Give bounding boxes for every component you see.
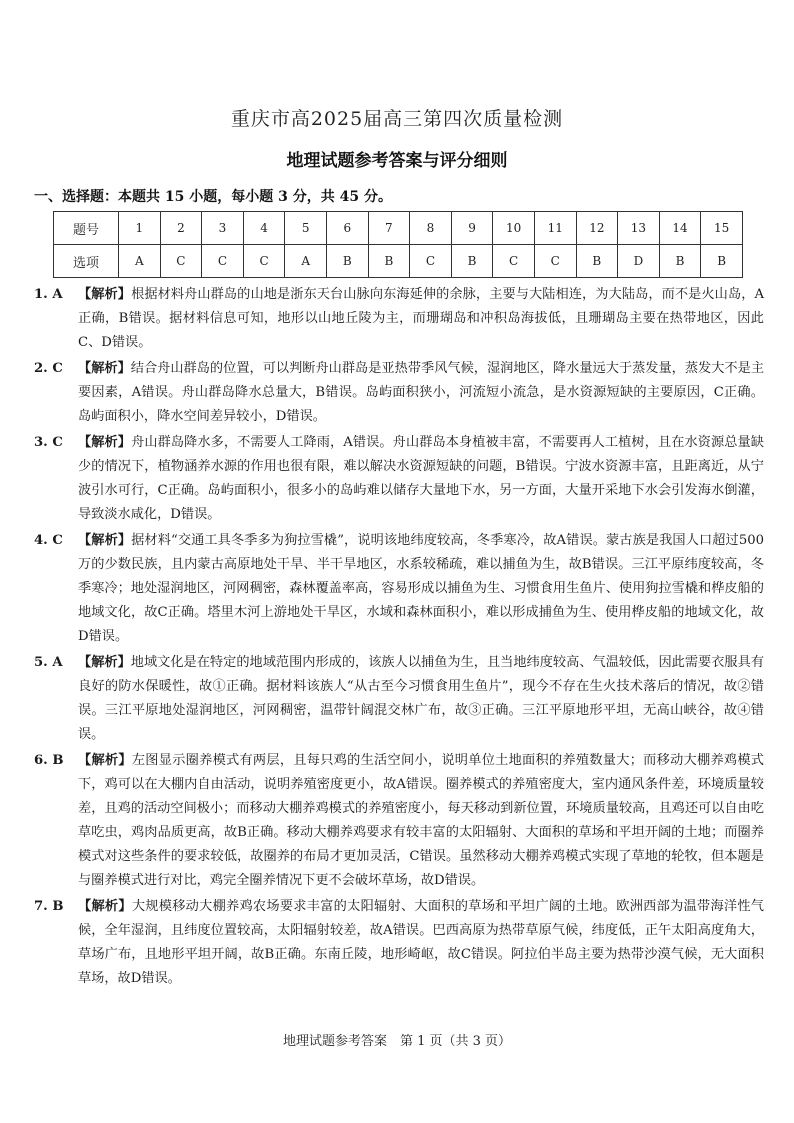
answer-item (34, 749, 764, 893)
analysis-text: 结合舟山群岛的位置，可以判断舟山群岛是亚热带季风气候，湿润地区，降水量远大于蒸发量，蒸发大不是主要因素，A错误。舟山群岛降水总量大，B错误。岛屿面积狭小，河流短小流急，是水资源短缺的主要原因，C正确。岛屿面积小，降水空间差异较小，D错误。 (78, 361, 765, 424)
answer-item (34, 895, 764, 991)
answer-item-body (78, 529, 764, 649)
analysis-tag: 【解析】 (78, 753, 132, 768)
question-number-cell: 8 (410, 212, 452, 245)
answer-item-body (78, 651, 764, 747)
document-title: 重庆市高2025届高三第四次质量检测 (230, 108, 564, 130)
analysis-tag: 【解析】 (78, 655, 131, 670)
analysis-tag: 【解析】 (78, 533, 132, 548)
answer-item-number: 2. C (34, 361, 63, 376)
answer-item-body (78, 283, 764, 355)
answer-choice-cell: C (410, 245, 452, 278)
answer-item (34, 529, 764, 649)
answer-choice-cell: B (368, 245, 410, 278)
question-number-cell: 5 (285, 212, 327, 245)
analysis-text: 左图显示圈养模式有两层，且每只鸡的生活空间小，说明单位土地面积的养殖数量大；而移动大棚养鸡模式下，鸡可以在大棚内自由活动，说明养殖密度更小，故A错误。圈养模式的养殖密度大，室内通风条件差，环境质量较差，且鸡的活动空间极小；而移动大棚养鸡模式的养殖密度小，每天移动到新位置，环境质量较高，且鸡还可以自由吃草吃虫，鸡肉品质更高，故B正确。移动大棚养鸡要求有较丰富的太阳辐射、大面积的草场和平坦开阔的土地；而圈养模式对这些条件的要求较低，故圈养的布局才更加灵活，C错误。虽然移动大棚养鸡模式实现了草地的轮牧，但本题是与圈养模式进行对比，鸡完全圈养情况下更不会破坏草场，故D错误。 (78, 753, 764, 888)
question-number-cell: 9 (451, 212, 493, 245)
question-number-cell: 3 (202, 212, 244, 245)
question-number-cell: 15 (701, 212, 743, 245)
answer-item-body (78, 357, 764, 429)
answer-item-number: 7. B (34, 899, 64, 914)
answer-choice-cell: B (326, 245, 368, 278)
answer-item-number: 6. B (34, 753, 64, 768)
analysis-text: 据材料“交通工具冬季多为狗拉雪橇”，说明该地纬度较高，冬季寒冷，故A错误。蒙古族是我国人口超过500万的少数民族，且内蒙古高原地处干旱、半干旱地区，水系较稀疏，难以捕鱼为生，故B错误。三江平原纬度较高，冬季寒冷；地处湿润地区，河网稠密，森林覆盖率高，容易形成以捕鱼为生、习惯食用生鱼片、使用狗拉雪橇和桦皮船的地域文化，故C正确。塔里木河上游地处干旱区，水域和森林面积小，难以形成捕鱼为生、使用桦皮船的地域文化，故D错误。 (78, 533, 764, 644)
question-number-cell: 6 (326, 212, 368, 245)
answer-item-number: 3. C (34, 435, 63, 450)
question-number-cell: 12 (576, 212, 618, 245)
question-number-cell: 11 (534, 212, 576, 245)
analysis-text: 舟山群岛降水多，不需要人工降雨，A错误。舟山群岛本身植被丰富，不需要再人工植树，且在水资源总量缺少的情况下，植物涵养水源的作用也很有限，难以解决水资源短缺的问题，B错误。宁波水资源丰富，且距离近，从宁波引水可行，C正确。岛屿面积小，很多小的岛屿难以储存大量地下水，另一方面，大量开采地下水会引发海水倒灌，导致淡水咸化，D错误。 (78, 435, 764, 522)
answer-choice-cell: B (451, 245, 493, 278)
question-number-cell: 10 (493, 212, 535, 245)
number-row-label: 题号 (54, 212, 119, 245)
analysis-text: 地域文化是在特定的地域范围内形成的，该族人以捕鱼为生，且当地纬度较高、气温较低，因此需要衣服具有良好的防水保暖性，故①正确。据材料该族人“从古至今习惯食用生鱼片”，现今不存在生火技术落后的情况，故②错误。三江平原地处湿润地区，河网稠密，温带针阔混交林广布，故③正确。三江平原地形平坦，无高山峡谷，故④错误。 (78, 655, 765, 742)
analysis-text: 根据材料舟山群岛的山地是浙东天台山脉向东海延伸的余脉，主要与大陆相连，为大陆岛，而不是火山岛，A正确，B错误。据材料信息可知，地形以山地丘陵为主，而珊瑚岛和冲积岛海拔低，且珊瑚岛主要在热带地区，因此C、D错误。 (78, 287, 764, 350)
answer-item (34, 283, 764, 355)
question-number-cell: 4 (243, 212, 285, 245)
answer-table-choice-row (54, 245, 743, 278)
answer-explanations (34, 283, 764, 993)
answer-choice-cell: C (202, 245, 244, 278)
analysis-tag: 【解析】 (78, 361, 131, 376)
answer-item-number: 4. C (34, 533, 63, 548)
answer-item-body (78, 749, 764, 893)
answer-choice-cell: A (285, 245, 327, 278)
answer-choice-cell: C (243, 245, 285, 278)
answer-item-number: 5. A (34, 655, 63, 670)
answer-item-number: 1. A (34, 287, 63, 302)
answer-choice-cell: B (576, 245, 618, 278)
answer-choice-cell: C (160, 245, 202, 278)
analysis-tag: 【解析】 (78, 899, 132, 914)
answer-item (34, 431, 764, 527)
answer-choice-cell: C (534, 245, 576, 278)
question-number-cell: 7 (368, 212, 410, 245)
question-number-cell: 13 (618, 212, 660, 245)
answer-choice-cell: D (618, 245, 660, 278)
answer-item (34, 651, 764, 747)
question-number-cell: 14 (659, 212, 701, 245)
analysis-tag: 【解析】 (78, 287, 132, 302)
question-number-cell: 2 (160, 212, 202, 245)
answer-choice-cell: B (659, 245, 701, 278)
answer-choice-cell: B (701, 245, 743, 278)
answer-item-body (78, 431, 764, 527)
question-number-cell: 1 (119, 212, 161, 245)
section-heading: 一、选择题：本题共 15 小题，每小题 3 分，共 45 分。 (34, 189, 392, 205)
choice-row-label: 选项 (54, 245, 119, 278)
answer-choice-cell: C (493, 245, 535, 278)
analysis-tag: 【解析】 (78, 435, 132, 450)
answer-table-number-row (54, 212, 743, 245)
analysis-text: 大规模移动大棚养鸡农场要求丰富的太阳辐射、大面积的草场和平坦广阔的土地。欧洲西部为温带海洋性气候，全年湿润，且纬度位置较高，太阳辐射较差，故A错误。巴西高原为热带草原气候，纬度低，正午太阳高度角大，草场广布，且地形平坦开阔，故B正确。东南丘陵，地形崎岖，故C错误。阿拉伯半岛主要为热带沙漠气候，无大面积草场，故D错误。 (78, 899, 764, 986)
answer-item-body (78, 895, 764, 991)
answer-item (34, 357, 764, 429)
answer-choice-cell: A (119, 245, 161, 278)
document-subtitle: 地理试题参考答案与评分细则 (286, 151, 508, 171)
answer-table (53, 211, 743, 278)
page-footer: 地理试题参考答案 第 1 页（共 3 页） (282, 1034, 512, 1049)
